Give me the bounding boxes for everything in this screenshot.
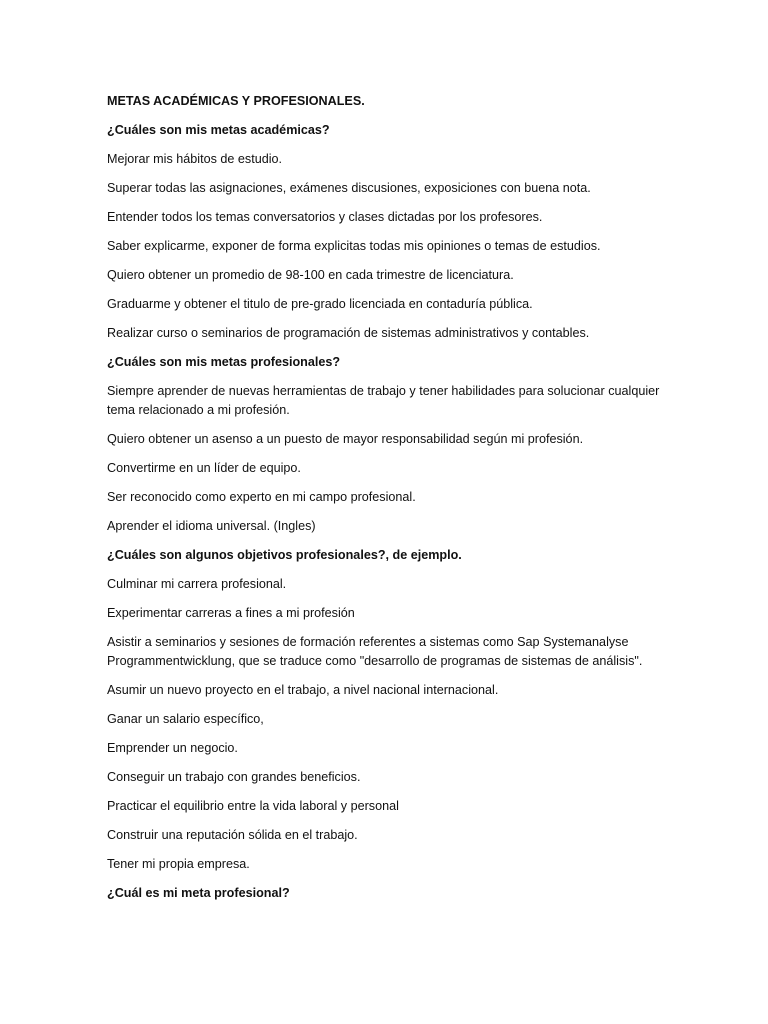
body-paragraph: Culminar mi carrera profesional. bbox=[107, 577, 287, 591]
body-paragraph: Experimentar carreras a fines a mi profesión bbox=[107, 606, 355, 620]
body-paragraph: Construir una reputación sólida en el trabajo. bbox=[107, 828, 358, 842]
body-paragraph: Ganar un salario específico, bbox=[107, 712, 264, 726]
section-heading-professional-goals: ¿Cuáles son mis metas profesionales? bbox=[107, 355, 341, 369]
body-paragraph: Quiero obtener un asenso a un puesto de mayor responsabilidad según mi profesión. bbox=[107, 432, 584, 446]
body-paragraph: Tener mi propia empresa. bbox=[107, 857, 250, 871]
document-body bbox=[107, 92, 667, 913]
body-paragraph: Quiero obtener un promedio de 98-100 en cada trimestre de licenciatura. bbox=[107, 268, 514, 282]
body-paragraph: Siempre aprender de nuevas herramientas de trabajo y tener habilidades para solucionar cualquier tema relacionado a mi profesión. bbox=[107, 384, 660, 417]
body-paragraph: Conseguir un trabajo con grandes beneficios. bbox=[107, 770, 361, 784]
body-paragraph: Emprender un negocio. bbox=[107, 741, 238, 755]
body-paragraph: Asumir un nuevo proyecto en el trabajo, a nivel nacional internacional. bbox=[107, 683, 499, 697]
body-paragraph: Realizar curso o seminarios de programación de sistemas administrativos y contables. bbox=[107, 326, 590, 340]
body-paragraph: Aprender el idioma universal. (Ingles) bbox=[107, 519, 316, 533]
body-paragraph: Asistir a seminarios y sesiones de formación referentes a sistemas como Sap Systemanalyse Programmentwicklung, que se traduce como "desarrollo de programas de sistemas de análisis". bbox=[107, 635, 643, 668]
section-heading-example-objectives: ¿Cuáles son algunos objetivos profesionales?, de ejemplo. bbox=[107, 548, 462, 562]
body-paragraph: Saber explicarme, exponer de forma explicitas todas mis opiniones o temas de estudios. bbox=[107, 239, 601, 253]
section-heading-my-professional-goal: ¿Cuál es mi meta profesional? bbox=[107, 886, 290, 900]
body-paragraph: Practicar el equilibrio entre la vida laboral y personal bbox=[107, 799, 399, 813]
body-paragraph: Ser reconocido como experto en mi campo profesional. bbox=[107, 490, 416, 504]
body-paragraph: Entender todos los temas conversatorios y clases dictadas por los profesores. bbox=[107, 210, 543, 224]
body-paragraph: Mejorar mis hábitos de estudio. bbox=[107, 152, 282, 166]
body-paragraph: Superar todas las asignaciones, exámenes discusiones, exposiciones con buena nota. bbox=[107, 181, 591, 195]
body-paragraph: Convertirme en un líder de equipo. bbox=[107, 461, 301, 475]
body-paragraph: Graduarme y obtener el titulo de pre-grado licenciada en contaduría pública. bbox=[107, 297, 533, 311]
section-heading-academic-goals: ¿Cuáles son mis metas académicas? bbox=[107, 123, 330, 137]
document-title: METAS ACADÉMICAS Y PROFESIONALES. bbox=[107, 94, 365, 108]
